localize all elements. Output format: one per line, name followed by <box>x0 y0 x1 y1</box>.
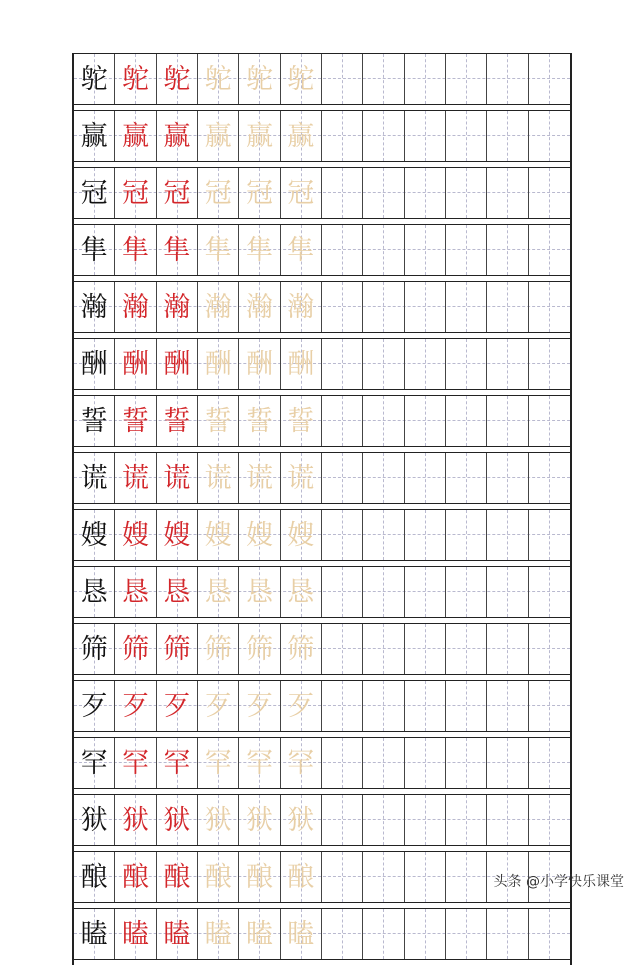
red-copy-character: 誓 <box>157 396 198 446</box>
trace-character: 瞌 <box>239 909 280 959</box>
model-character: 隼 <box>74 225 115 275</box>
model-character: 酿 <box>74 852 115 902</box>
empty-practice-cell <box>363 681 404 731</box>
trace-character: 隼 <box>239 225 280 275</box>
model-character: 瞌 <box>74 909 115 959</box>
red-copy-character: 隼 <box>115 225 156 275</box>
model-character: 赢 <box>74 111 115 161</box>
red-copy-character: 冠 <box>157 168 198 218</box>
trace-character: 谎 <box>198 453 239 503</box>
trace-character: 罕 <box>281 738 322 788</box>
model-character: 誓 <box>74 396 115 446</box>
trace-character: 瀚 <box>198 282 239 332</box>
practice-row <box>74 395 570 447</box>
trace-character: 隼 <box>281 225 322 275</box>
empty-practice-cell <box>405 168 446 218</box>
empty-practice-cell <box>487 168 528 218</box>
empty-practice-cell <box>322 852 363 902</box>
empty-practice-cell <box>322 795 363 845</box>
trace-character: 酬 <box>198 339 239 389</box>
empty-practice-cell <box>487 339 528 389</box>
red-copy-character: 嫂 <box>115 510 156 560</box>
empty-practice-cell <box>405 795 446 845</box>
trace-character: 鸵 <box>281 54 322 104</box>
model-character: 筛 <box>74 624 115 674</box>
trace-character: 狱 <box>239 795 280 845</box>
practice-row <box>74 851 570 903</box>
trace-character: 嫂 <box>198 510 239 560</box>
red-copy-character: 冠 <box>115 168 156 218</box>
empty-practice-cell <box>529 909 570 959</box>
trace-character: 歹 <box>281 681 322 731</box>
red-copy-character: 酬 <box>157 339 198 389</box>
empty-practice-cell <box>405 54 446 104</box>
empty-practice-cell <box>363 738 404 788</box>
practice-row <box>74 167 570 219</box>
empty-practice-cell <box>529 795 570 845</box>
empty-practice-cell <box>405 624 446 674</box>
trace-character: 冠 <box>239 168 280 218</box>
empty-practice-cell <box>322 738 363 788</box>
practice-row <box>74 566 570 618</box>
empty-practice-cell <box>405 111 446 161</box>
empty-practice-cell <box>529 282 570 332</box>
empty-practice-cell <box>322 168 363 218</box>
practice-grid <box>72 53 572 965</box>
red-copy-character: 谎 <box>157 453 198 503</box>
empty-practice-cell <box>529 111 570 161</box>
empty-practice-cell <box>529 54 570 104</box>
empty-practice-cell <box>446 567 487 617</box>
empty-practice-cell <box>529 339 570 389</box>
empty-practice-cell <box>405 909 446 959</box>
practice-row <box>74 53 570 105</box>
empty-practice-cell <box>446 852 487 902</box>
red-copy-character: 筛 <box>115 624 156 674</box>
red-copy-character: 瞌 <box>157 909 198 959</box>
empty-practice-cell <box>363 225 404 275</box>
empty-practice-cell <box>363 168 404 218</box>
red-copy-character: 瞌 <box>115 909 156 959</box>
empty-practice-cell <box>322 339 363 389</box>
model-character: 鸵 <box>74 54 115 104</box>
trace-character: 誓 <box>281 396 322 446</box>
empty-practice-cell <box>487 738 528 788</box>
model-character: 恳 <box>74 567 115 617</box>
trace-character: 酿 <box>239 852 280 902</box>
empty-practice-cell <box>446 624 487 674</box>
trace-character: 酿 <box>281 852 322 902</box>
empty-practice-cell <box>446 396 487 446</box>
red-copy-character: 鸵 <box>115 54 156 104</box>
red-copy-character: 罕 <box>115 738 156 788</box>
empty-practice-cell <box>322 396 363 446</box>
empty-practice-cell <box>487 681 528 731</box>
trace-character: 誓 <box>239 396 280 446</box>
trace-character: 谎 <box>239 453 280 503</box>
empty-practice-cell <box>322 225 363 275</box>
empty-practice-cell <box>405 453 446 503</box>
practice-row <box>74 338 570 390</box>
model-character: 酬 <box>74 339 115 389</box>
practice-row <box>74 281 570 333</box>
model-character: 嫂 <box>74 510 115 560</box>
empty-practice-cell <box>446 282 487 332</box>
empty-practice-cell <box>363 567 404 617</box>
empty-practice-cell <box>363 624 404 674</box>
empty-practice-cell <box>363 339 404 389</box>
practice-row <box>74 509 570 561</box>
empty-practice-cell <box>405 681 446 731</box>
empty-practice-cell <box>405 738 446 788</box>
red-copy-character: 筛 <box>157 624 198 674</box>
trace-character: 狱 <box>198 795 239 845</box>
practice-row <box>74 680 570 732</box>
practice-row <box>74 110 570 162</box>
red-copy-character: 赢 <box>115 111 156 161</box>
empty-practice-cell <box>487 396 528 446</box>
empty-practice-cell <box>446 510 487 560</box>
empty-practice-cell <box>529 681 570 731</box>
practice-row <box>74 794 570 846</box>
red-copy-character: 歹 <box>157 681 198 731</box>
empty-practice-cell <box>363 282 404 332</box>
model-character: 罕 <box>74 738 115 788</box>
empty-practice-cell <box>446 168 487 218</box>
trace-character: 酬 <box>239 339 280 389</box>
empty-practice-cell <box>529 624 570 674</box>
red-copy-character: 狱 <box>115 795 156 845</box>
empty-practice-cell <box>322 624 363 674</box>
empty-practice-cell <box>529 852 570 902</box>
empty-practice-cell <box>446 339 487 389</box>
model-character: 谎 <box>74 453 115 503</box>
trace-character: 罕 <box>239 738 280 788</box>
empty-practice-cell <box>322 681 363 731</box>
empty-practice-cell <box>446 54 487 104</box>
red-copy-character: 瀚 <box>115 282 156 332</box>
trace-character: 恳 <box>198 567 239 617</box>
empty-practice-cell <box>322 282 363 332</box>
red-copy-character: 恳 <box>157 567 198 617</box>
empty-practice-cell <box>363 510 404 560</box>
red-copy-character: 歹 <box>115 681 156 731</box>
empty-practice-cell <box>487 909 528 959</box>
empty-practice-cell <box>363 852 404 902</box>
empty-practice-cell <box>487 624 528 674</box>
model-character: 狱 <box>74 795 115 845</box>
trace-character: 酬 <box>281 339 322 389</box>
empty-practice-cell <box>322 54 363 104</box>
trace-character: 歹 <box>239 681 280 731</box>
red-copy-character: 隼 <box>157 225 198 275</box>
trace-character: 誓 <box>198 396 239 446</box>
empty-practice-cell <box>405 852 446 902</box>
empty-practice-cell <box>529 396 570 446</box>
red-copy-character: 酬 <box>115 339 156 389</box>
empty-practice-cell <box>446 225 487 275</box>
trace-character: 嫂 <box>239 510 280 560</box>
red-copy-character: 酿 <box>157 852 198 902</box>
empty-practice-cell <box>446 909 487 959</box>
empty-practice-cell <box>487 852 528 902</box>
trace-character: 筛 <box>198 624 239 674</box>
empty-practice-cell <box>446 111 487 161</box>
empty-practice-cell <box>405 510 446 560</box>
trace-character: 赢 <box>281 111 322 161</box>
practice-row <box>74 623 570 675</box>
trace-character: 罕 <box>198 738 239 788</box>
trace-character: 狱 <box>281 795 322 845</box>
trace-character: 恳 <box>281 567 322 617</box>
trace-character: 鸵 <box>239 54 280 104</box>
empty-practice-cell <box>446 795 487 845</box>
empty-practice-cell <box>405 396 446 446</box>
trace-character: 赢 <box>239 111 280 161</box>
empty-practice-cell <box>322 111 363 161</box>
empty-practice-cell <box>487 282 528 332</box>
empty-practice-cell <box>487 567 528 617</box>
trace-character: 歹 <box>198 681 239 731</box>
empty-practice-cell <box>322 453 363 503</box>
trace-character: 冠 <box>281 168 322 218</box>
empty-practice-cell <box>363 396 404 446</box>
empty-practice-cell <box>322 567 363 617</box>
empty-practice-cell <box>487 453 528 503</box>
empty-practice-cell <box>322 909 363 959</box>
practice-row <box>74 737 570 789</box>
trace-character: 瀚 <box>281 282 322 332</box>
model-character: 冠 <box>74 168 115 218</box>
empty-practice-cell <box>529 738 570 788</box>
red-copy-character: 誓 <box>115 396 156 446</box>
model-character: 瀚 <box>74 282 115 332</box>
red-copy-character: 瀚 <box>157 282 198 332</box>
red-copy-character: 恳 <box>115 567 156 617</box>
empty-practice-cell <box>487 510 528 560</box>
empty-practice-cell <box>363 909 404 959</box>
red-copy-character: 谎 <box>115 453 156 503</box>
empty-practice-cell <box>363 453 404 503</box>
practice-row <box>74 224 570 276</box>
red-copy-character: 罕 <box>157 738 198 788</box>
empty-practice-cell <box>529 225 570 275</box>
empty-practice-cell <box>529 567 570 617</box>
practice-row <box>74 452 570 504</box>
red-copy-character: 嫂 <box>157 510 198 560</box>
empty-practice-cell <box>487 795 528 845</box>
practice-row <box>74 908 570 960</box>
trace-character: 赢 <box>198 111 239 161</box>
empty-practice-cell <box>529 168 570 218</box>
red-copy-character: 鸵 <box>157 54 198 104</box>
empty-practice-cell <box>405 282 446 332</box>
watermark: 头条 @小学快乐课堂 <box>493 874 624 890</box>
empty-practice-cell <box>446 738 487 788</box>
trace-character: 瀚 <box>239 282 280 332</box>
empty-practice-cell <box>322 510 363 560</box>
empty-practice-cell <box>405 339 446 389</box>
empty-practice-cell <box>363 795 404 845</box>
trace-character: 嫂 <box>281 510 322 560</box>
trace-character: 谎 <box>281 453 322 503</box>
empty-practice-cell <box>529 453 570 503</box>
empty-practice-cell <box>446 453 487 503</box>
trace-character: 恳 <box>239 567 280 617</box>
trace-character: 隼 <box>198 225 239 275</box>
empty-practice-cell <box>405 225 446 275</box>
empty-practice-cell <box>487 54 528 104</box>
empty-practice-cell <box>405 567 446 617</box>
red-copy-character: 酿 <box>115 852 156 902</box>
trace-character: 鸵 <box>198 54 239 104</box>
empty-practice-cell <box>363 54 404 104</box>
trace-character: 瞌 <box>281 909 322 959</box>
empty-practice-cell <box>446 681 487 731</box>
trace-character: 酿 <box>198 852 239 902</box>
red-copy-character: 赢 <box>157 111 198 161</box>
trace-character: 瞌 <box>198 909 239 959</box>
trace-character: 筛 <box>281 624 322 674</box>
red-copy-character: 狱 <box>157 795 198 845</box>
empty-practice-cell <box>487 111 528 161</box>
trace-character: 筛 <box>239 624 280 674</box>
empty-practice-cell <box>363 111 404 161</box>
empty-practice-cell <box>487 225 528 275</box>
model-character: 歹 <box>74 681 115 731</box>
trace-character: 冠 <box>198 168 239 218</box>
empty-practice-cell <box>529 510 570 560</box>
